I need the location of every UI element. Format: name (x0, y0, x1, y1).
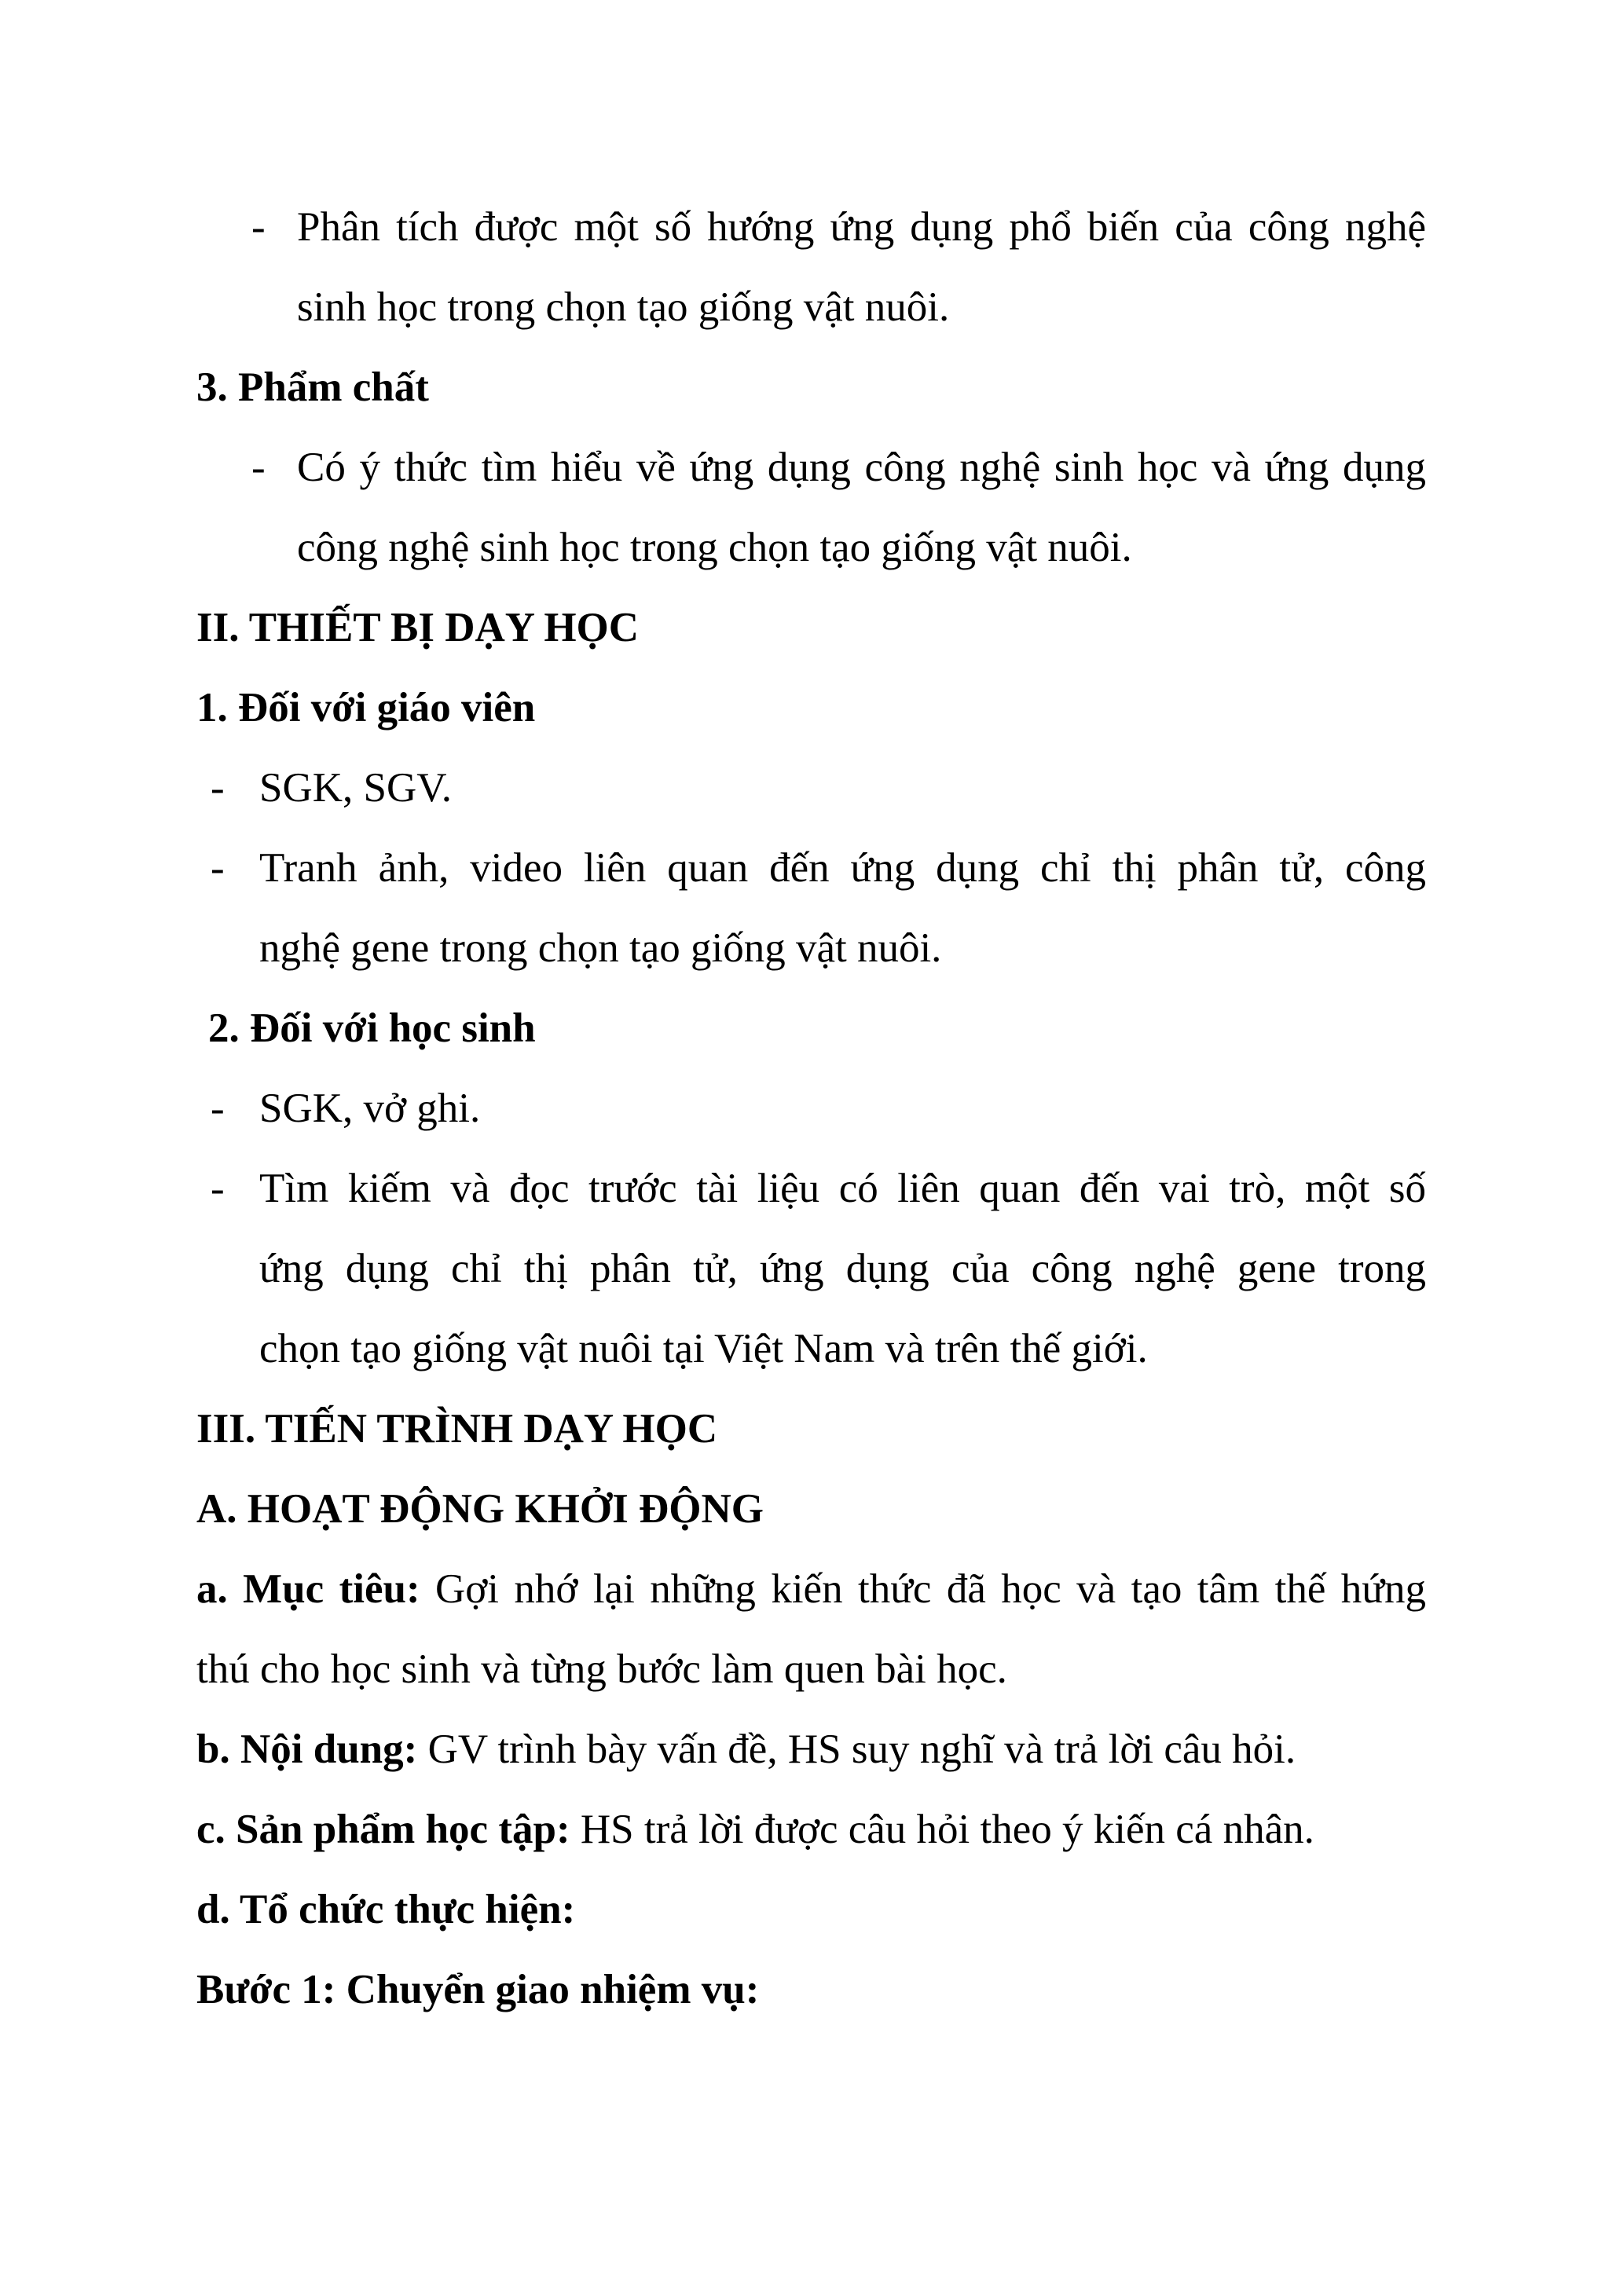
bullet-dash-marker: - (211, 845, 225, 891)
text-line: chọn tạo giống vật nuôi tại Việt Nam và trên thế giới. (259, 1326, 1148, 1371)
heading (196, 988, 1426, 1068)
bullet-item (196, 187, 1426, 347)
heading (196, 347, 1426, 427)
text-line (196, 1709, 1426, 1789)
text-line: SGK, vở ghi. (259, 1086, 481, 1131)
text-line: Bước 1: Chuyển giao nhiệm vụ: (196, 1967, 760, 2012)
bullet-item (196, 748, 1426, 828)
paragraph (196, 1549, 1426, 1709)
bullet-item (196, 1068, 1426, 1148)
bullet-dash-marker: - (211, 765, 225, 811)
text-line (196, 1789, 1426, 1869)
text-line: Tranh ảnh, video liên quan đến ứng dụng chỉ thị phân tử, công (259, 845, 1426, 891)
text-line: 3. Phẩm chất (196, 364, 429, 410)
text-line: công nghệ sinh học trong chọn tạo giống vật nuôi. (297, 525, 1132, 570)
paragraph (196, 1789, 1426, 1869)
bullet-item (196, 828, 1426, 988)
heading (196, 1869, 1426, 1950)
text-line: sinh học trong chọn tạo giống vật nuôi. (297, 284, 950, 330)
bold-run: a. Mục tiêu: (196, 1566, 420, 1612)
text-line: SGK, SGV. (259, 765, 452, 811)
heading (196, 1469, 1426, 1549)
text-line: III. TIẾN TRÌNH DẠY HỌC (196, 1406, 718, 1452)
text-run: GV trình bày vấn đề, HS suy nghĩ và trả lời câu hỏi. (417, 1727, 1296, 1772)
heading (196, 1389, 1426, 1469)
bullet-dash-marker: - (211, 1166, 225, 1211)
text-line: 1. Đối với giáo viên (196, 685, 536, 731)
text-line: thú cho học sinh và từng bước làm quen bài học. (196, 1646, 1007, 1692)
text-line: nghệ gene trong chọn tạo giống vật nuôi. (259, 925, 942, 971)
text-line: Tìm kiếm và đọc trước tài liệu có liên quan đến vai trò, một số (259, 1166, 1426, 1211)
text-line: Phân tích được một số hướng ứng dụng phổ biến của công nghệ (297, 204, 1426, 250)
text-line: ứng dụng chỉ thị phân tử, ứng dụng của công nghệ gene trong (259, 1246, 1426, 1291)
heading (196, 588, 1426, 668)
text-line: Có ý thức tìm hiểu về ứng dụng công nghệ sinh học và ứng dụng (297, 445, 1426, 490)
text-line (196, 1549, 1426, 1629)
text-run: HS trả lời được câu hỏi theo ý kiến cá nhân. (570, 1807, 1314, 1852)
bullet-dash-marker: - (251, 445, 266, 490)
bullet-item (196, 427, 1426, 588)
bullet-dash-marker: - (251, 204, 266, 250)
bold-run: c. Sản phẩm học tập: (196, 1807, 570, 1852)
text-line: d. Tổ chức thực hiện: (196, 1887, 576, 1932)
text-line: II. THIẾT BỊ DẠY HỌC (196, 605, 640, 650)
bold-run: b. Nội dung: (196, 1727, 418, 1772)
text-line: A. HOẠT ĐỘNG KHỞI ĐỘNG (196, 1486, 764, 1532)
paragraph (196, 1709, 1426, 1789)
text-line: 2. Đối với học sinh (208, 1005, 536, 1051)
bullet-item (196, 1148, 1426, 1389)
heading (196, 668, 1426, 748)
bullet-dash-marker: - (211, 1086, 225, 1131)
heading (196, 1950, 1426, 2030)
text-run: Gợi nhớ lại những kiến thức đã học và tạo tâm thế hứng (420, 1566, 1426, 1612)
